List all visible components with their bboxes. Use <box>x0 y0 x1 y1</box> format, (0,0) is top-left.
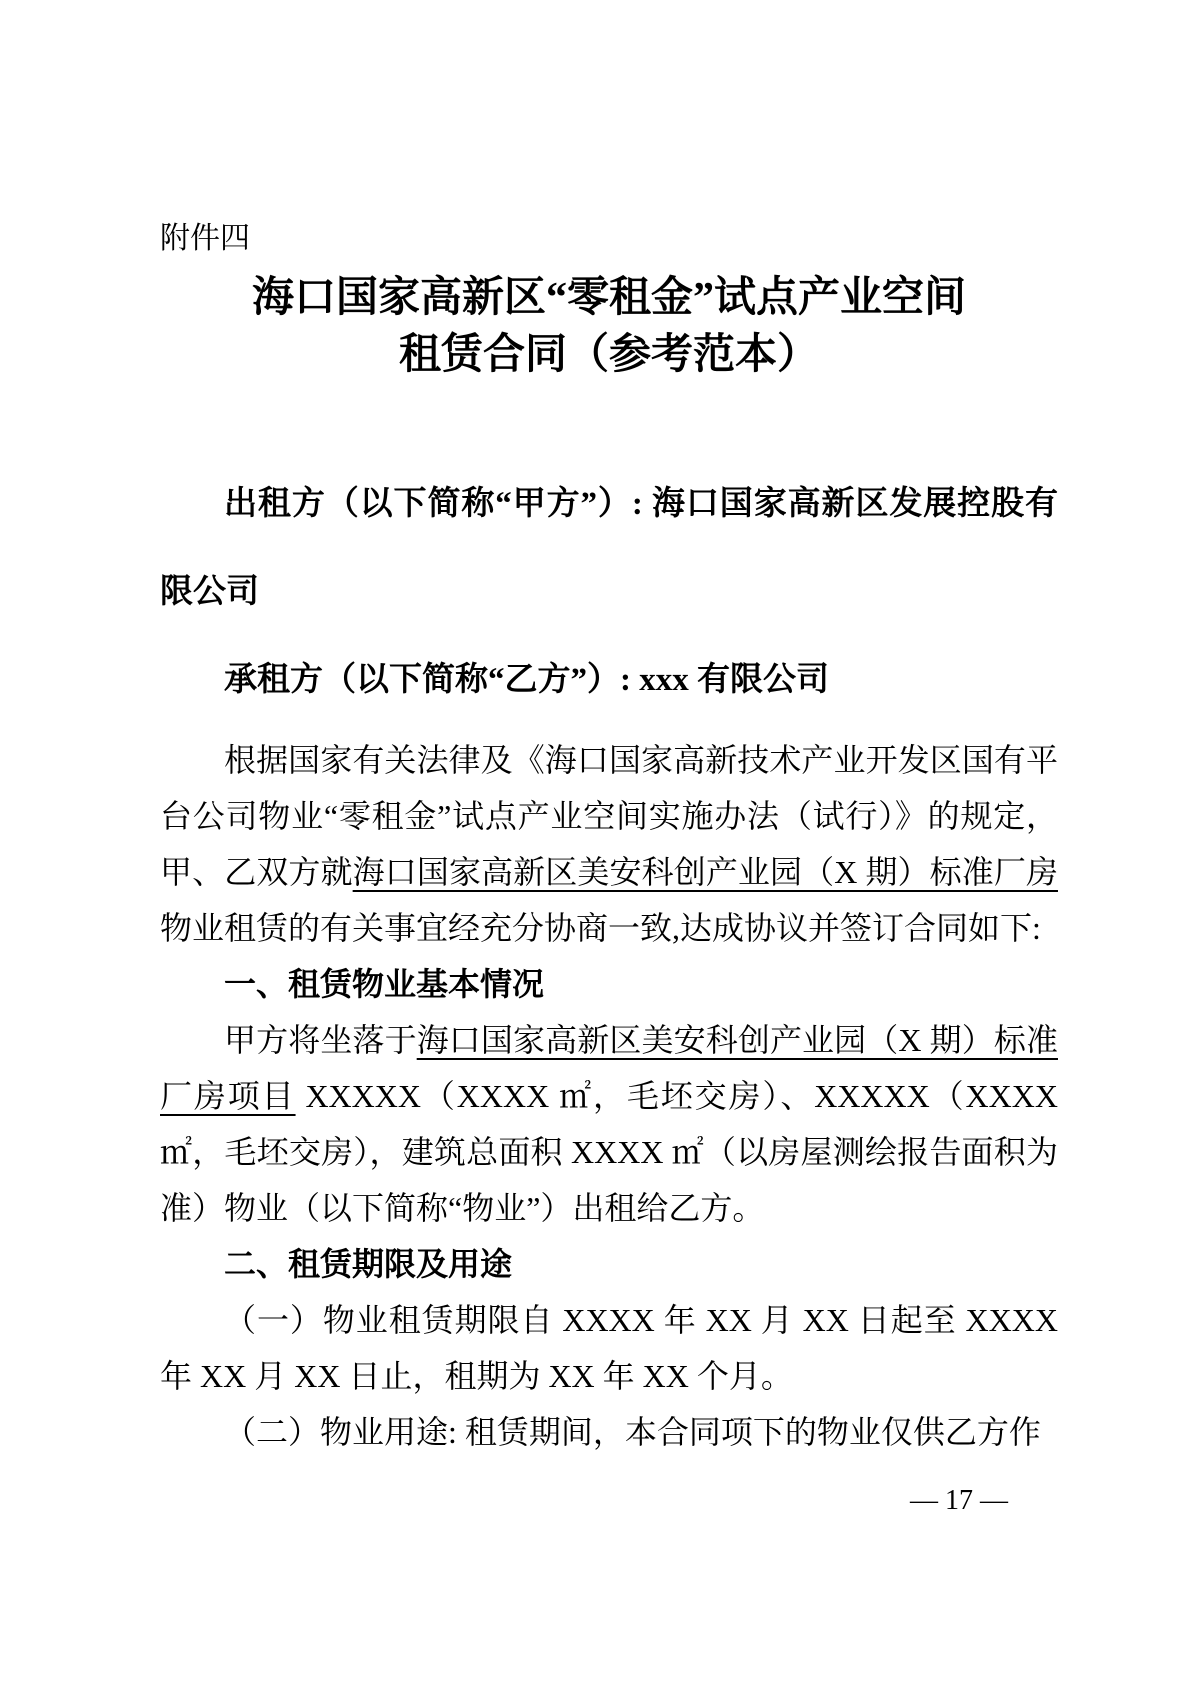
document-body <box>160 732 1058 1460</box>
paragraph-body <box>160 1012 1058 1236</box>
underlined-text-run: 海口国家高新区美安科创产业园（X 期）标准厂房 <box>352 854 1058 890</box>
text-run: 二、租赁期限及用途 <box>224 1246 513 1282</box>
document-title <box>160 270 1058 384</box>
paragraph-party <box>160 636 1058 724</box>
text-run: 根据国家有关法律及《海口国家高新技术产业开发区国有平台公司物业“零租金”试点产业空间实施办法（试行）》的规定，甲、乙双方就 <box>160 742 1058 890</box>
text-run: 一、租赁物业基本情况 <box>224 966 545 1002</box>
paragraph-heading <box>160 1236 1058 1292</box>
paragraph-body <box>160 1292 1058 1404</box>
paragraph-party <box>160 460 1058 636</box>
paragraph-body <box>160 1404 1058 1460</box>
text-run: 物业租赁的有关事宜经充分协商一致,达成协议并签订合同如下: <box>160 910 1041 946</box>
title-line-2: 租赁合同（参考范本） <box>398 332 819 378</box>
page-number: — 17 — <box>910 1485 1008 1516</box>
attachment-label: 附件四 <box>160 222 250 255</box>
parties-section <box>160 460 1058 724</box>
text-run: 出租方（以下简称“甲方”）: 海口国家高新区发展控股有限公司 <box>160 486 1058 610</box>
text-run: （一）物业租赁期限自 XXXX 年 XX 月 XX 日起至 XXXX 年 XX 月 XX 日止，租期为 XX 年 XX 个月。 <box>160 1302 1058 1394</box>
paragraph-body <box>160 732 1058 956</box>
text-run: 承租方（以下简称“乙方”）: xxx 有限公司 <box>224 662 829 698</box>
text-run: XXXXX（XXXX ㎡，毛坯交房）、XXXXX（XXXX ㎡，毛坯交房），建筑总面积 XXXX ㎡（以房屋测绘报告面积为准）物业（以下简称“物业”）出租给乙方。 <box>160 1078 1058 1226</box>
text-run: 甲方将坐落于 <box>224 1022 417 1058</box>
title-line-1: 海口国家高新区“零租金”试点产业空间 <box>251 275 966 321</box>
underlined-text-run: 海口国家高新区美安科创产业园（X 期）标准厂房项目 <box>160 1022 1058 1114</box>
paragraph-heading <box>160 956 1058 1012</box>
text-run: （二）物业用途: 租赁期间，本合同项下的物业仅供乙方作 <box>224 1414 1041 1450</box>
